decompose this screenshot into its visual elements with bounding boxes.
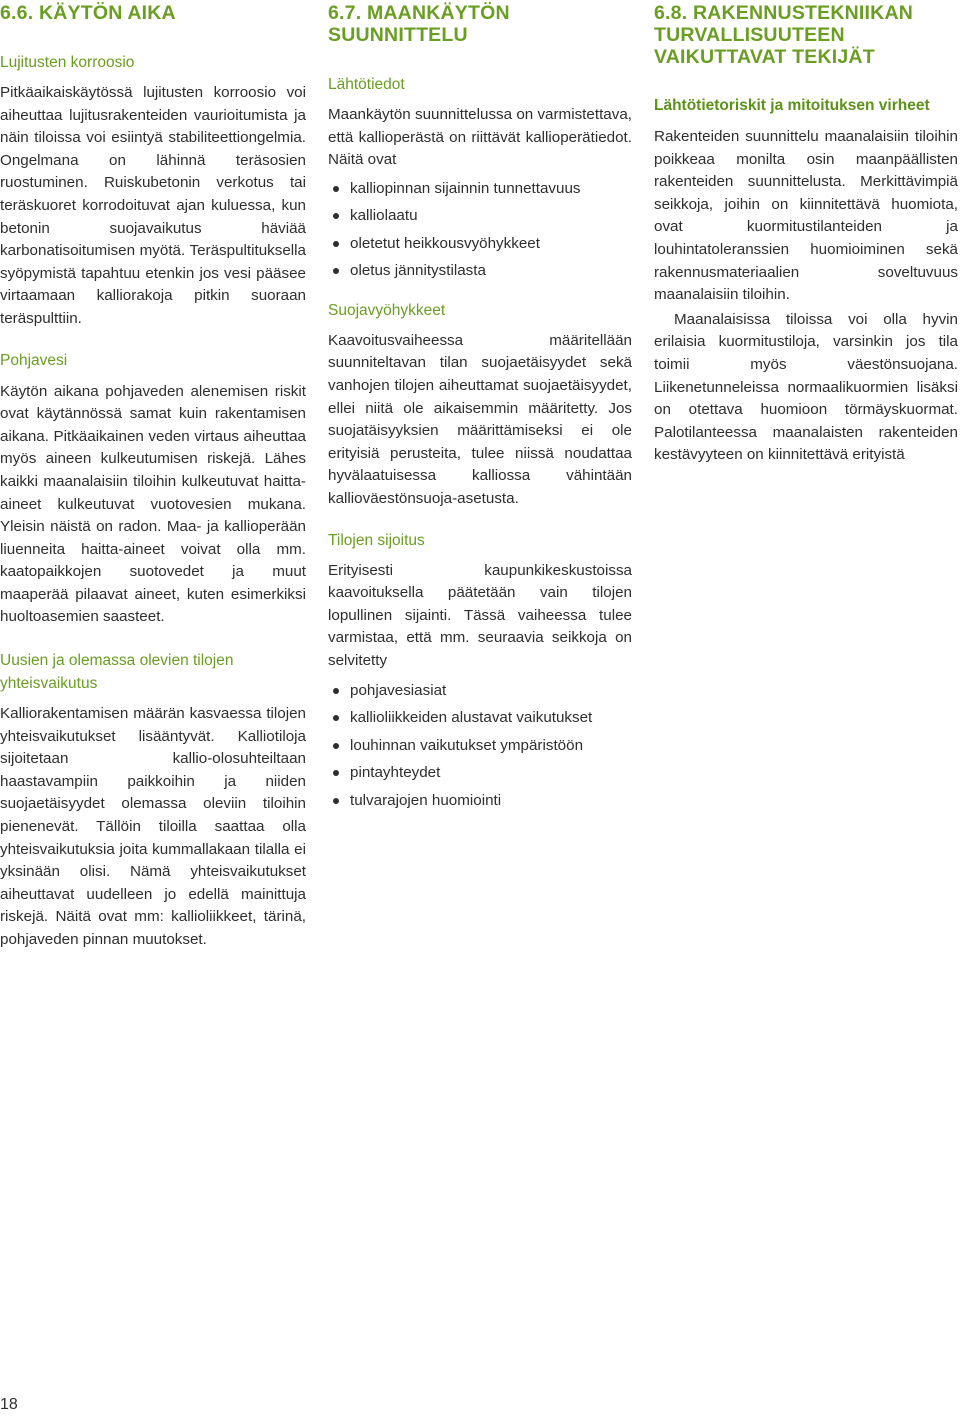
- page-number: 18: [0, 1396, 18, 1413]
- list-item: louhinnan vaikutukset ympäristöön: [350, 732, 632, 760]
- bullet-list: [328, 175, 632, 285]
- section-title: 6.8. RAKENNUSTEKNIIKAN TURVALLISUUTEEN VAIKUTTAVAT TEKIJÄT: [654, 2, 914, 68]
- subheading: Lähtötietoriskit ja mitoituksen virheet: [654, 97, 930, 114]
- subheading: Pohjavesi: [0, 351, 68, 369]
- paragraph: Käytön aikana pohjaveden alenemisen riskit ovat käytännössä samat kuin rakentamisen aikana. Pitkäaikainen veden virtaus aiheuttaa myös aineen kulkeutumisen riskejä. Lähes kaikki maanalaisiin tiloihin kulkeutuvat haitta-aineet kulkeutuvat vuotovesien mukana. Yleisin näistä on radon. Maa- ja kallioperään liuenneita haitta-aineet voivat olla mm. kaatopaikkojen suotovedet ja muut maaperää pilaavat aineet, kuten esimerkiksi huoltoasemien saasteet.: [0, 382, 306, 626]
- list-item: oletetut heikkousvyöhykkeet: [350, 230, 632, 258]
- paragraph: Rakenteiden suunnittelu maanalaisiin tiloihin poikkeaa monilta osin maanpäällisten rakenteiden suunnittelusta. Merkittävimpiä seikkoja, joihin on kiinnitettävä huomiota, ovat kuormitustilanteiden ja louhintatoleranssien huomioiminen sekä rakennusmateriaalien soveltuvuus maanalaisiin tiloihin.: [654, 128, 958, 304]
- list-item: tulvarajojen huomiointi: [350, 787, 632, 815]
- column-1: [0, 0, 306, 952]
- list-item: oletus jännitystilasta: [350, 257, 632, 285]
- subheading: Lähtötiedot: [328, 76, 405, 93]
- subheading: Lujitusten korroosio: [0, 54, 135, 71]
- paragraph: Maankäytön suunnittelussa on varmistettava, että kallioperästä on riittävät kallioperätiedot. Näitä ovat: [328, 106, 632, 169]
- subheading: Uusien ja olemassa olevien tilojen yhteisvaikutus: [0, 652, 234, 693]
- subheading: Suojavyöhykkeet: [328, 301, 446, 319]
- subheading: Tilojen sijoitus: [328, 531, 425, 549]
- list-item: kalliolaatu: [350, 202, 632, 230]
- paragraph: Maanalaisissa tiloissa voi olla hyvin erilaisia kuormitustiloja, varsinkin jos tila toimii myös väestönsuojana. Liikenetunneleissa normaalikuormien lisäksi on otettava huomioon törmäyskuormat. Palotilanteessa maanalaisten rakenteiden kestävyyteen on kiinnitettävä erityistä: [654, 310, 958, 464]
- list-item: kallioliikkeiden alustavat vaikutukset: [350, 704, 632, 732]
- paragraph: Pitkäaikaiskäytössä lujitusten korroosio voi aiheuttaa lujitusrakenteiden vaurioitumista ja näin tiloissa voi esiintyä stabiliteettiongelmia. Ongelmana on lähinnä teräsosien ruostuminen. Ruiskubetonin verkotus tai teräskuoret korrodoituvat ajan kuluessa, kun betonin suojavaikutus häviää karbonatisoitumisen myötä. Teräspultituksella syöpymistä tapahtuu etenkin jos vesi pääsee virtaamaan kalliorakoja pitkin suoraan teräspulttiin.: [0, 84, 306, 327]
- list-item: pohjavesiasiat: [350, 677, 632, 705]
- list-item: kalliopinnan sijainnin tunnettavuus: [350, 175, 632, 203]
- list-item: pintayhteydet: [350, 759, 632, 787]
- column-3: [654, 0, 958, 467]
- paragraph: Kalliorakentamisen määrän kasvaessa tilojen yhteisvaikutukset lisääntyvät. Kalliotiloja sijoitetaan kallio-olosuhteiltaan haastavampiin paikkoihin ja niiden suojaetäisyydet olemassa oleviin tiloihin pienenevät. Tällöin tiloilla saattaa olla yhteisvaikutuksia joita kummallakaan tilalla ei yksinään olisi. Nämä yhteisvaikutukset aiheuttavat uudelleen jo edellä mainittuja riskejä. Näitä ovat mm: kallioliikkeet, tärinä, pohjaveden pinnan muutokset.: [0, 705, 306, 948]
- section-title: 6.7. MAANKÄYTÖN SUUNNITTELU: [328, 2, 510, 46]
- paragraph: Kaavoitusvaiheessa määritellään suunniteltavan tilan suojaetäisyydet sekä vanhojen tilojen aiheuttamat suojaetäisyydet, ellei niitä ole aikaisemmin määritetty. Jos suojatäisyyksien määrittämiseksi ei ole erityisiä perusteita, tulee niissä noudattaa hyvälaatuisessa kalliossa vähintään kallioväestönsuoja-asetusta.: [328, 331, 632, 507]
- section-title: 6.6. KÄYTÖN AIKA: [0, 2, 176, 24]
- bullet-list: [328, 677, 632, 815]
- column-2: [328, 0, 632, 814]
- paragraph: Erityisesti kaupunkikeskustoissa kaavoituksella päätetään vain tilojen lopullinen sijainti. Tässä vaiheessa tulee varmistaa, että mm. seuraavia seikkoja on selvitetty: [328, 561, 632, 669]
